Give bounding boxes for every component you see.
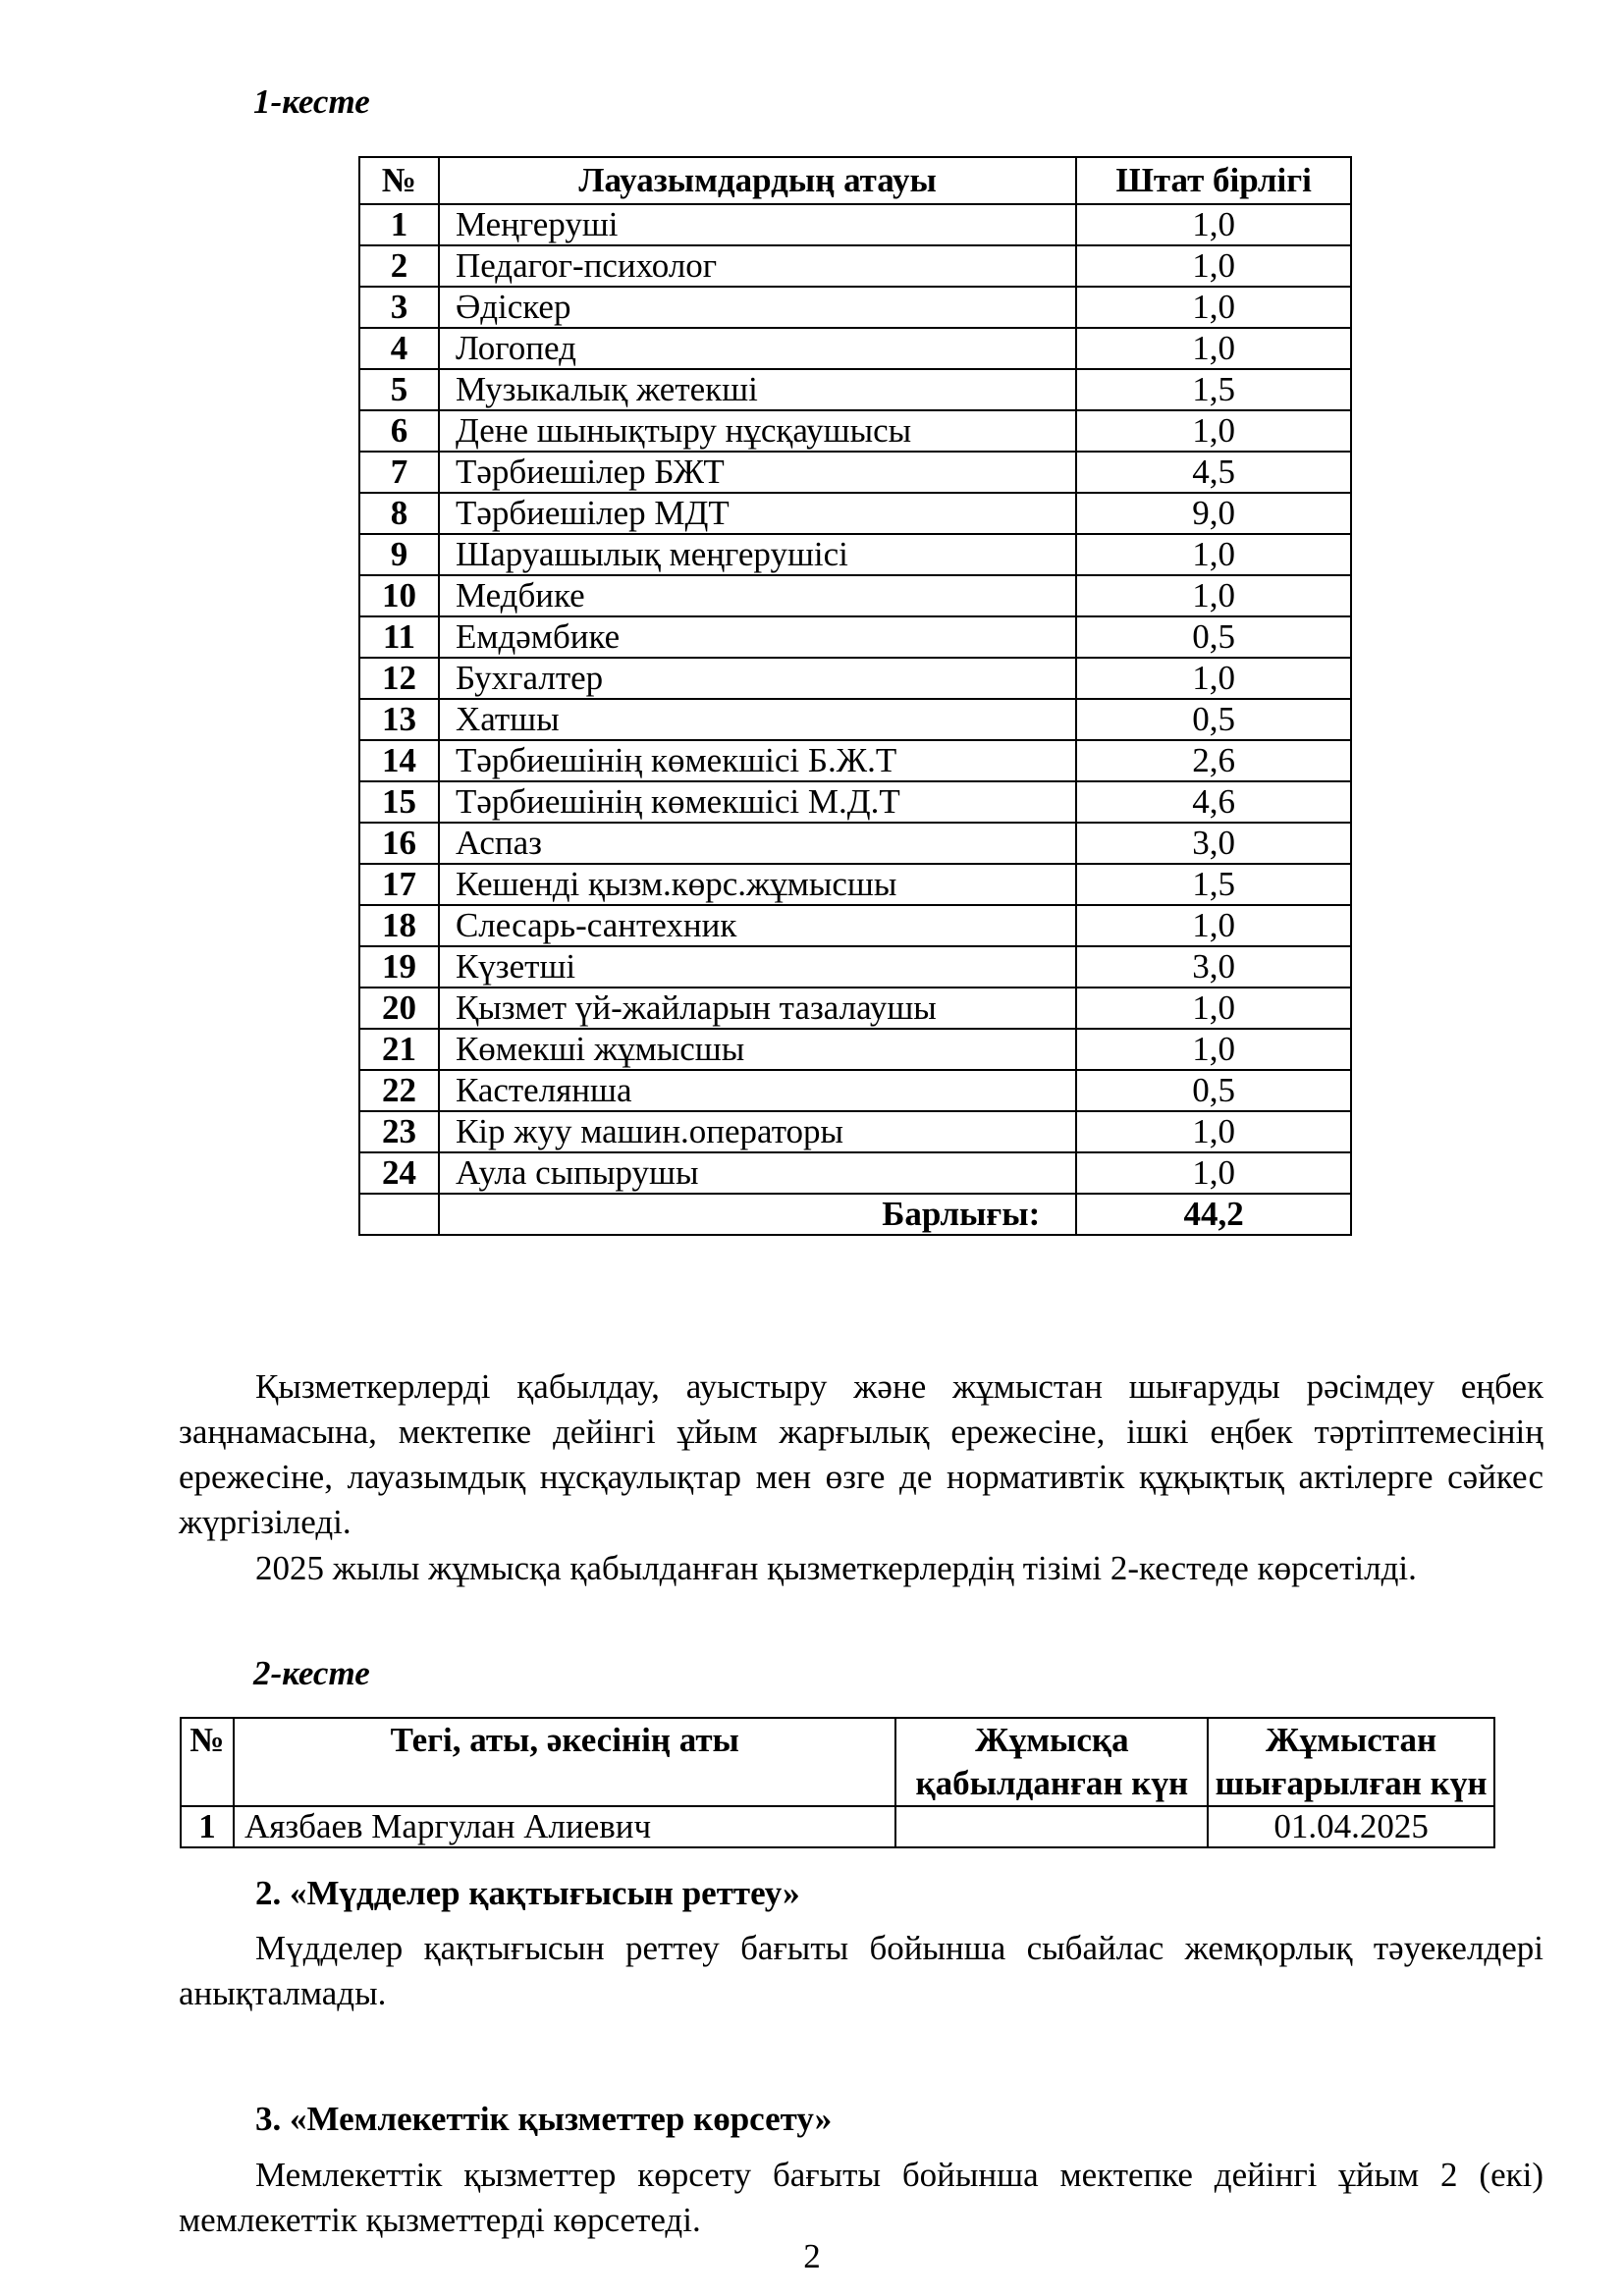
section2-text: Мүдделер қақтығысын реттеу бағыты бойынша сыбайлас жемқорлық тәуекелдері анықталмады. xyxy=(179,1929,1543,2012)
staff-units: 1,5 xyxy=(1076,369,1351,410)
table-row xyxy=(359,1029,1351,1070)
hired-date xyxy=(895,1806,1208,1847)
row-number: 2 xyxy=(359,245,439,287)
row-number: 1 xyxy=(359,204,439,245)
page-number: 2 xyxy=(803,2237,821,2275)
table1-caption: 1-кесте xyxy=(253,82,370,121)
row-number: 23 xyxy=(359,1111,439,1152)
table-row xyxy=(359,988,1351,1029)
row-number: 16 xyxy=(359,823,439,864)
position-name: Кастелянша xyxy=(439,1070,1076,1111)
total-label: Барлығы: xyxy=(439,1194,1076,1235)
table2-caption: 2-кесте xyxy=(253,1654,370,1692)
position-name: Аула сыпырушы xyxy=(439,1152,1076,1194)
position-name: Қызмет үй-жайларын тазалаушы xyxy=(439,988,1076,1029)
staff-units: 3,0 xyxy=(1076,823,1351,864)
staff-units: 0,5 xyxy=(1076,699,1351,740)
row-number: 15 xyxy=(359,781,439,823)
header-full-name: Тегі, аты, әкесінің аты xyxy=(234,1718,896,1806)
staff-units: 1,0 xyxy=(1076,1111,1351,1152)
table-row xyxy=(359,287,1351,328)
row-number: 12 xyxy=(359,658,439,699)
section3-heading: 3. «Мемлекеттік қызметтер көрсету» xyxy=(255,2100,833,2138)
position-name: Кешенді қызм.көрс.жұмысшы xyxy=(439,864,1076,905)
dismissed-date: 01.04.2025 xyxy=(1208,1806,1494,1847)
position-name: Логопед xyxy=(439,328,1076,369)
position-name: Емдәмбике xyxy=(439,616,1076,658)
position-name: Педагог-психолог xyxy=(439,245,1076,287)
row-number: 24 xyxy=(359,1152,439,1194)
paragraph-hired-list: 2025 жылы жұмысқа қабылданған қызметкерлердің тізімі 2-кестеде көрсетілді. xyxy=(255,1549,1417,1587)
position-name: Тәрбиешінің көмекшісі М.Д.Т xyxy=(439,781,1076,823)
paragraph-hiring-rules: Қызметкерлерді қабылдау, ауыстыру және жұмыстан шығаруды рәсімдеу еңбек заңнамасына, мектепке дейінгі ұйым жарғылық ережесіне, ішкі еңбек тәртіптемесінің ережесіне, лауазымдық нұсқаулықтар мен өзге де нормативтік құқықтық актілерге сәйкес жүргізіледі. xyxy=(179,1367,1543,1541)
table-row xyxy=(359,410,1351,452)
table-row xyxy=(359,1070,1351,1111)
staff-units: 9,0 xyxy=(1076,493,1351,534)
staff-units: 0,5 xyxy=(1076,616,1351,658)
table-header-row xyxy=(181,1718,1494,1806)
header-dismissed-date: Жұмыстан шығарылған күн xyxy=(1208,1718,1494,1806)
row-number: 17 xyxy=(359,864,439,905)
staff-units: 1,5 xyxy=(1076,864,1351,905)
table-row xyxy=(359,616,1351,658)
row-number: 10 xyxy=(359,575,439,616)
table-row xyxy=(359,905,1351,946)
staff-units: 1,0 xyxy=(1076,1029,1351,1070)
position-name: Шаруашылық меңгерушісі xyxy=(439,534,1076,575)
table-row xyxy=(359,1152,1351,1194)
row-number: 22 xyxy=(359,1070,439,1111)
row-number: 18 xyxy=(359,905,439,946)
header-num: № xyxy=(359,157,439,204)
row-number: 1 xyxy=(181,1806,234,1847)
staff-units: 1,0 xyxy=(1076,905,1351,946)
position-name: Музыкалық жетекші xyxy=(439,369,1076,410)
staff-units: 1,0 xyxy=(1076,245,1351,287)
staff-units: 4,6 xyxy=(1076,781,1351,823)
table-row xyxy=(359,823,1351,864)
position-name: Дене шынықтыру нұсқаушысы xyxy=(439,410,1076,452)
staff-units: 3,0 xyxy=(1076,946,1351,988)
row-number: 13 xyxy=(359,699,439,740)
table-row xyxy=(181,1806,1494,1847)
position-name: Тәрбиешілер БЖТ xyxy=(439,452,1076,493)
row-number: 9 xyxy=(359,534,439,575)
total-row xyxy=(359,1194,1351,1235)
row-number: 6 xyxy=(359,410,439,452)
table-row xyxy=(359,204,1351,245)
staff-units: 1,0 xyxy=(1076,534,1351,575)
position-name: Медбике xyxy=(439,575,1076,616)
staff-units: 4,5 xyxy=(1076,452,1351,493)
row-number: 11 xyxy=(359,616,439,658)
table-row xyxy=(359,245,1351,287)
table-row xyxy=(359,946,1351,988)
table-row xyxy=(359,699,1351,740)
row-number: 7 xyxy=(359,452,439,493)
position-name: Көмекші жұмысшы xyxy=(439,1029,1076,1070)
table-row xyxy=(359,534,1351,575)
table-row xyxy=(359,658,1351,699)
section2-heading: 2. «Мүдделер қақтығысын реттеу» xyxy=(255,1874,800,1912)
row-number: 8 xyxy=(359,493,439,534)
staff-units: 1,0 xyxy=(1076,1152,1351,1194)
table-header-row xyxy=(359,157,1351,204)
position-name: Кір жуу машин.операторы xyxy=(439,1111,1076,1152)
staff-units: 1,0 xyxy=(1076,204,1351,245)
staff-units: 1,0 xyxy=(1076,658,1351,699)
employees-table-body xyxy=(181,1806,1494,1847)
staff-units: 1,0 xyxy=(1076,410,1351,452)
staff-table-body xyxy=(359,204,1351,1194)
total-value: 44,2 xyxy=(1076,1194,1351,1235)
position-name: Меңгеруші xyxy=(439,204,1076,245)
table-row xyxy=(359,864,1351,905)
table-row xyxy=(359,452,1351,493)
row-number: 4 xyxy=(359,328,439,369)
full-name: Аязбаев Маргулан Алиевич xyxy=(234,1806,896,1847)
staff-table xyxy=(358,156,1352,1236)
employees-table xyxy=(180,1717,1495,1848)
row-number: 14 xyxy=(359,740,439,781)
row-number: 5 xyxy=(359,369,439,410)
position-name: Аспаз xyxy=(439,823,1076,864)
staff-units: 1,0 xyxy=(1076,287,1351,328)
section3-text: Мемлекеттік қызметтер көрсету бағыты бойынша мектепке дейінгі ұйым 2 (екі) мемлекеттік қызметтерді көрсетеді. xyxy=(179,2156,1543,2239)
position-name: Хатшы xyxy=(439,699,1076,740)
staff-units: 2,6 xyxy=(1076,740,1351,781)
header-num: № xyxy=(181,1718,234,1806)
header-staff-units: Штат бірлігі xyxy=(1076,157,1351,204)
position-name: Тәрбиешілер МДТ xyxy=(439,493,1076,534)
position-name: Слесарь-сантехник xyxy=(439,905,1076,946)
staff-units: 1,0 xyxy=(1076,328,1351,369)
table-row xyxy=(359,740,1351,781)
table-row xyxy=(359,493,1351,534)
table-row xyxy=(359,781,1351,823)
row-number: 19 xyxy=(359,946,439,988)
position-name: Тәрбиешінің көмекшісі Б.Ж.Т xyxy=(439,740,1076,781)
position-name: Күзетші xyxy=(439,946,1076,988)
position-name: Бухгалтер xyxy=(439,658,1076,699)
staff-units: 1,0 xyxy=(1076,575,1351,616)
header-position-name: Лауазымдардың атауы xyxy=(439,157,1076,204)
row-number: 21 xyxy=(359,1029,439,1070)
table-row xyxy=(359,575,1351,616)
table-row xyxy=(359,328,1351,369)
total-empty-cell xyxy=(359,1194,439,1235)
staff-units: 0,5 xyxy=(1076,1070,1351,1111)
table-row xyxy=(359,1111,1351,1152)
row-number: 3 xyxy=(359,287,439,328)
table-row xyxy=(359,369,1351,410)
staff-units: 1,0 xyxy=(1076,988,1351,1029)
row-number: 20 xyxy=(359,988,439,1029)
position-name: Әдіскер xyxy=(439,287,1076,328)
header-hired-date: Жұмысқа қабылданған күн xyxy=(895,1718,1208,1806)
